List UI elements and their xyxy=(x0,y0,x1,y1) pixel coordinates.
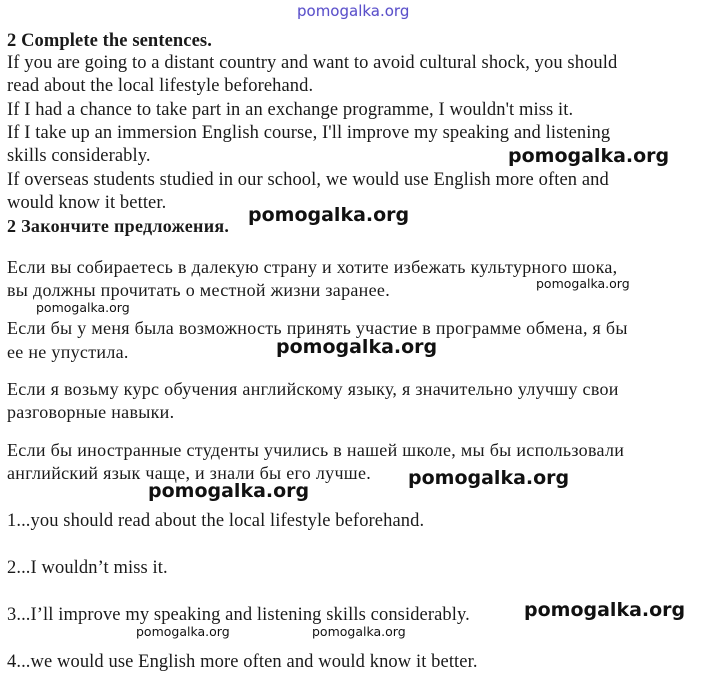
watermark-small: pomogalka.org xyxy=(136,624,230,639)
russian-line: Если я возьму курс обучения английскому языку, я значительно улучшу свои xyxy=(7,379,619,399)
watermark: pomogalka.org xyxy=(276,336,438,358)
answer-item: 4...we would use English more often and would know it better. xyxy=(7,652,478,672)
english-line: read about the local lifestyle beforehand. xyxy=(7,76,314,96)
watermark: pomogalka.org xyxy=(248,204,410,226)
english-line: If I had a chance to take part in an exchange programme, I wouldn't miss it. xyxy=(7,100,574,120)
english-line: would know it better. xyxy=(7,193,167,213)
english-line: If you are going to a distant country and want to avoid cultural shock, you should xyxy=(7,53,618,73)
russian-heading: 2 Закончите предложения. xyxy=(7,216,230,236)
watermark-small: pomogalka.org xyxy=(312,624,406,639)
english-heading: 2 Complete the sentences. xyxy=(7,31,212,51)
watermark-small: pomogalka.org xyxy=(36,300,130,315)
english-line: If overseas students studied in our school, we would use English more often and xyxy=(7,170,609,190)
russian-line: Если бы у меня была возможность принять участие в программе обмена, я бы xyxy=(7,318,628,338)
watermark: pomogalka.org xyxy=(148,480,310,502)
watermark-top: pomogalka.org xyxy=(297,2,410,20)
russian-line: вы должны прочитать о местной жизни заранее. xyxy=(7,280,390,300)
answer-item: 1...you should read about the local lifestyle beforehand. xyxy=(7,511,425,531)
answer-item: 3...I’ll improve my speaking and listening skills considerably. xyxy=(7,605,470,625)
russian-line: ее не упустила. xyxy=(7,342,129,362)
watermark: pomogalka.org xyxy=(508,145,670,167)
russian-line: Если вы собираетесь в далекую страну и хотите избежать культурного шока, xyxy=(7,257,618,277)
english-line: skills considerably. xyxy=(7,146,151,166)
russian-line: Если бы иностранные студенты учились в нашей школе, мы бы использовали xyxy=(7,440,625,460)
russian-line: разговорные навыки. xyxy=(7,402,175,422)
answer-item: 2...I wouldn’t miss it. xyxy=(7,558,168,578)
watermark: pomogalka.org xyxy=(408,467,570,489)
russian-line: английский язык чаще, и знали бы его лучше. xyxy=(7,463,372,483)
english-line: If I take up an immersion English course, I'll improve my speaking and listening xyxy=(7,123,611,143)
watermark-small: pomogalka.org xyxy=(536,276,630,291)
watermark: pomogalka.org xyxy=(524,599,686,621)
